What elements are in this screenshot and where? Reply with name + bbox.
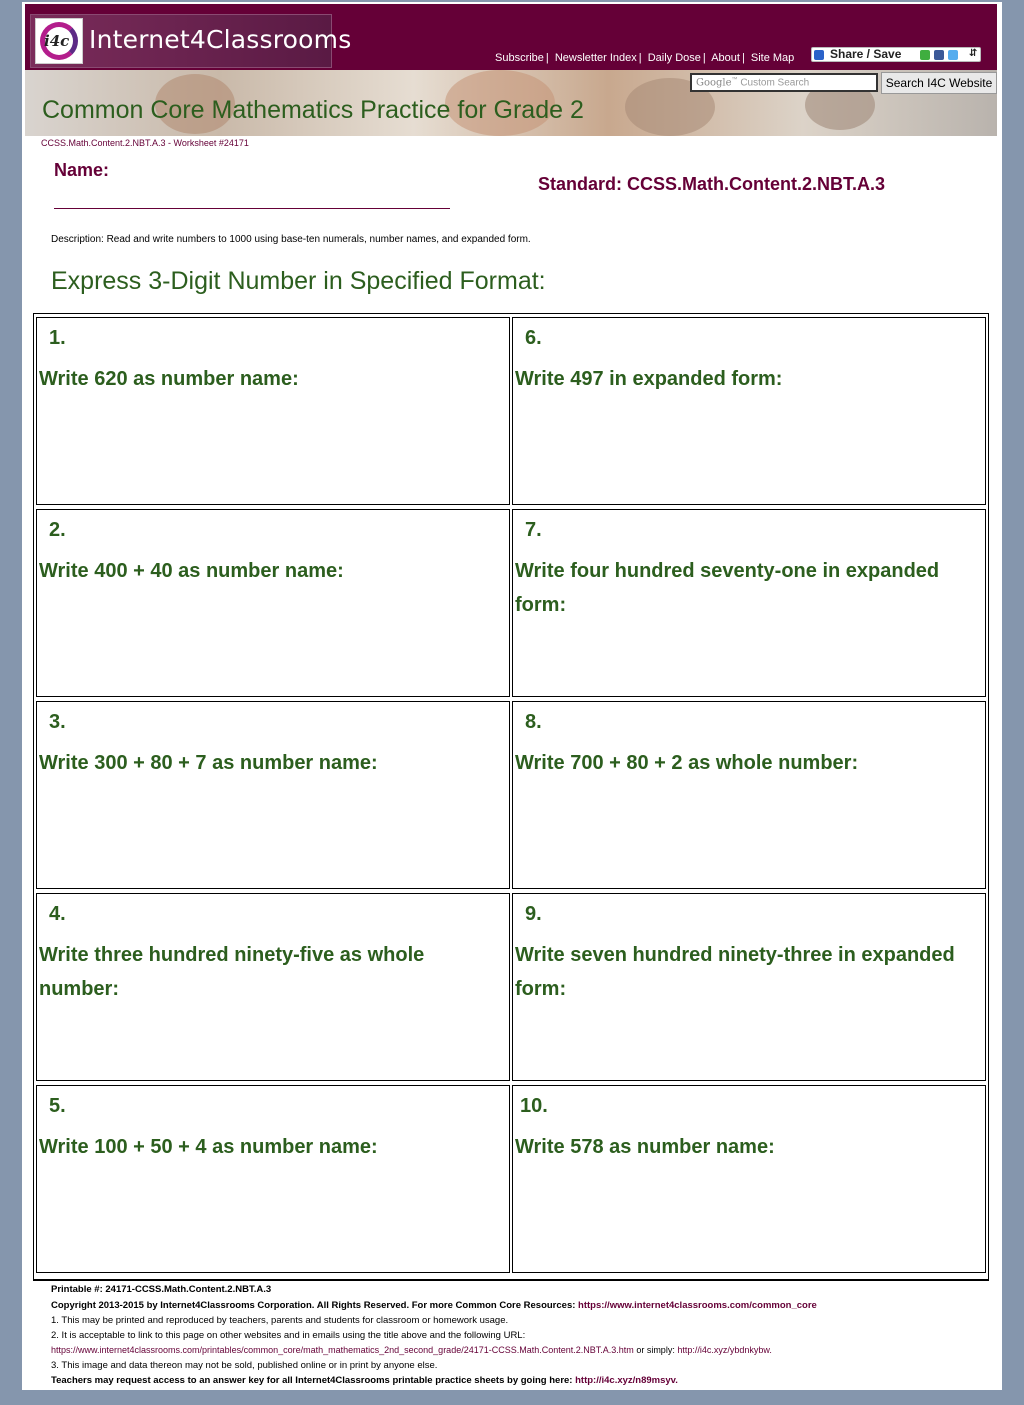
question-cell: [512, 1085, 986, 1273]
question-text: Write four hundred seventy-one in expanded form:: [515, 560, 940, 616]
nav-site-map[interactable]: Site Map: [750, 52, 795, 64]
question-cell: [512, 317, 986, 505]
question-number: 1.: [49, 327, 66, 349]
note-2: 2. It is acceptable to link to this page on other websites and in emails using the title above and the following URL:: [51, 1330, 526, 1341]
worksheet-page: [22, 2, 1002, 1390]
description: Description: Read and write numbers to 1000 using base-ten numerals, number names, and expanded form.: [51, 234, 531, 245]
question-cell: [36, 1085, 510, 1273]
share-plus-icon: [814, 50, 824, 60]
printable-id: Printable #: 24171-CCSS.Math.Content.2.NBT.A.3: [51, 1284, 272, 1295]
nav-subscribe[interactable]: Subscribe: [495, 52, 544, 64]
site-name: Internet4Classrooms: [89, 25, 352, 54]
question-number: 10.: [520, 1095, 548, 1117]
question-number: 8.: [525, 711, 542, 733]
question-number: 6.: [525, 327, 542, 349]
answer-key-note: Teachers may request access to an answer key for all Internet4Classrooms printable practice sheets by going here: http://i4c.xyz/n89msyv.: [51, 1375, 678, 1386]
twitter-icon: [948, 50, 958, 60]
site-logo[interactable]: [30, 14, 352, 68]
facebook-icon: [934, 50, 944, 60]
note-1: 1. This may be printed and reproduced by teachers, parents and students for classroom or homework usage.: [51, 1315, 509, 1326]
share-icon: [920, 50, 930, 60]
question-text: Write seven hundred ninety-three in expanded form:: [515, 944, 955, 1000]
question-grid: [33, 313, 989, 1280]
search-button[interactable]: Search I4C Website: [881, 72, 997, 94]
search-input[interactable]: Google™ Custom Search: [690, 73, 878, 92]
footer: [33, 1280, 989, 1388]
question-number: 9.: [525, 903, 542, 925]
site-header: [25, 4, 997, 70]
question-text: Write 300 + 80 + 7 as number name:: [39, 752, 378, 774]
dropdown-arrow-icon: ⇵: [969, 48, 978, 59]
nav-daily-dose[interactable]: Daily Dose: [647, 52, 701, 64]
question-cell: [512, 509, 986, 697]
name-label: Name:: [54, 160, 110, 180]
common-core-link[interactable]: https://www.internet4classrooms.com/common_core: [578, 1300, 817, 1311]
note-2-urls: https://www.internet4classrooms.com/printables/common_core/math_mathematics_2nd_second_grade/24171-CCSS.Math.Content.2.NBT.A.3.htm or simply: http://i4c.xyz/ybdnkybw.: [51, 1345, 772, 1355]
question-cell: [512, 893, 986, 1081]
question-text: Write three hundred ninety-five as whole number:: [39, 944, 425, 1000]
question-text: Write 578 as number name:: [515, 1136, 775, 1158]
standard-label: Standard: CCSS.Math.Content.2.NBT.A.3: [538, 174, 886, 194]
question-text: Write 700 + 80 + 2 as whole number:: [515, 752, 859, 774]
short-url-link[interactable]: http://i4c.xyz/ybdnkybw.: [677, 1345, 772, 1355]
question-cell: [36, 317, 510, 505]
question-cell: [36, 509, 510, 697]
share-save-button[interactable]: Share / Save ⇵: [811, 47, 981, 62]
top-nav: Subscribe | Newsletter Index | Daily Dose | About | Site Map: [495, 52, 795, 64]
question-text: Write 400 + 40 as number name:: [39, 560, 344, 582]
question-number: 5.: [49, 1095, 66, 1117]
question-cell: [36, 701, 510, 889]
question-number: 7.: [525, 519, 542, 541]
section-heading: Express 3-Digit Number in Specified Format:: [51, 267, 546, 295]
question-text: Write 620 as number name:: [39, 368, 299, 390]
worksheet-url-link[interactable]: https://www.internet4classrooms.com/printables/common_core/math_mathematics_2nd_second_grade/24171-CCSS.Math.Content.2.NBT.A.3.htm: [51, 1345, 634, 1355]
nav-about[interactable]: About: [711, 52, 740, 64]
page-title: Common Core Mathematics Practice for Grade 2: [42, 96, 584, 124]
question-cell: [512, 701, 986, 889]
copyright: Copyright 2013-2015 by Internet4Classrooms Corporation. All Rights Reserved. For more Common Core Resources: https://www.internet4classrooms.com/common_core: [51, 1300, 817, 1311]
question-number: 3.: [49, 711, 66, 733]
question-text: Write 497 in expanded form:: [515, 368, 783, 390]
breadcrumb: CCSS.Math.Content.2.NBT.A.3 - Worksheet #24171: [41, 138, 249, 148]
question-number: 2.: [49, 519, 66, 541]
name-line: [54, 208, 450, 209]
question-cell: [36, 893, 510, 1081]
question-number: 4.: [49, 903, 66, 925]
nav-newsletter-index[interactable]: Newsletter Index: [554, 52, 637, 64]
answer-key-link[interactable]: http://i4c.xyz/n89msyv.: [575, 1375, 678, 1386]
question-text: Write 100 + 50 + 4 as number name:: [39, 1136, 378, 1158]
i4c-logo-icon: i4c: [35, 18, 83, 64]
note-3: 3. This image and data thereon may not be sold, published online or in print by anyone else.: [51, 1360, 438, 1371]
